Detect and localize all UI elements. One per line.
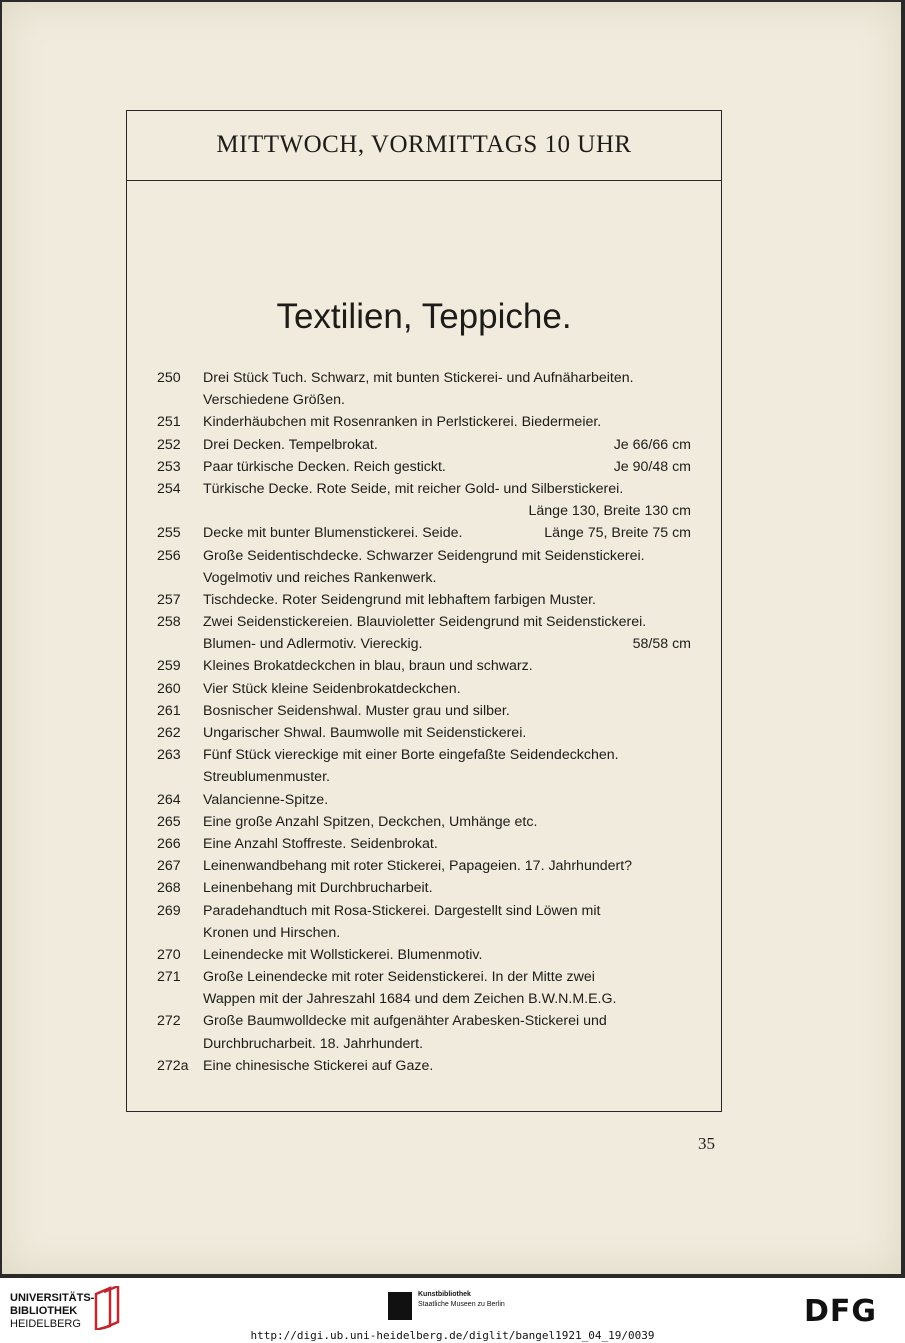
lot-number: 272 (157, 1013, 181, 1030)
lot-line (127, 1055, 721, 1077)
lot-entry (127, 678, 721, 700)
lot-line (127, 567, 721, 589)
ub-heidelberg-logo[interactable] (10, 1292, 94, 1331)
lot-line (127, 367, 721, 389)
lot-entry (127, 1055, 721, 1077)
lot-dimensions: Länge 130, Breite 130 cm (528, 503, 691, 520)
lot-description-text: Blumen- und Adlermotiv. Viereckig. (203, 636, 423, 653)
lot-description-text: Wappen mit der Jahreszahl 1684 und dem Zeichen B.W.N.M.E.G. (203, 991, 617, 1008)
lot-line (127, 855, 721, 877)
lot-description-text: Leinenbehang mit Durchbrucharbeit. (203, 880, 433, 897)
lot-dimensions: Je 66/66 cm (613, 436, 691, 453)
lot-entry (127, 522, 721, 544)
lot-line (127, 744, 721, 766)
lot-line (127, 700, 721, 722)
lot-description (203, 456, 691, 478)
viewer-footer (0, 1278, 905, 1343)
lot-entry (127, 789, 721, 811)
lot-number: 261 (157, 702, 181, 719)
lot-entry (127, 700, 721, 722)
lot-description-text: Leinenwandbehang mit roter Stickerei, Papageien. 17. Jahrhundert? (203, 858, 633, 875)
dfg-logo[interactable]: DFG (804, 1294, 878, 1329)
lot-description (203, 434, 691, 456)
lot-description-text: Eine große Anzahl Spitzen, Deckchen, Umhänge etc. (203, 813, 538, 830)
lot-number: 267 (157, 858, 181, 875)
session-title: MITTWOCH, VORMITTAGS 10 UHR (216, 131, 632, 158)
page-number: 35 (698, 1134, 715, 1153)
lot-line (127, 966, 721, 988)
lot-entry (127, 811, 721, 833)
lot-entry (127, 545, 721, 589)
lot-description (203, 988, 691, 1010)
lot-dimensions: 58/58 cm (632, 636, 691, 653)
lot-description-text: Leinendecke mit Wollstickerei. Blumenmotiv. (203, 946, 483, 963)
lot-line (127, 1010, 721, 1032)
lot-entry (127, 589, 721, 611)
lot-description (203, 1010, 691, 1032)
lot-description (203, 611, 691, 633)
lot-description (203, 700, 691, 722)
lot-entry (127, 456, 721, 478)
lot-description (203, 411, 691, 433)
lot-description (203, 633, 691, 655)
lot-number: 269 (157, 902, 181, 919)
lot-line (127, 478, 721, 500)
lot-description (203, 900, 691, 922)
ub-emblem-icon (92, 1286, 122, 1330)
lot-line (127, 722, 721, 744)
lot-line (127, 545, 721, 567)
lot-description (203, 855, 691, 877)
lot-description (203, 811, 691, 833)
lot-line (127, 1033, 721, 1055)
lot-description (203, 655, 691, 677)
lot-description-text: Paar türkische Decken. Reich gestickt. (203, 458, 446, 475)
lot-description-text: Kinderhäubchen mit Rosenranken in Perlstickerei. Biedermeier. (203, 414, 602, 431)
lot-description-text: Vier Stück kleine Seidenbrokatdeckchen. (203, 680, 461, 697)
lot-dimensions: Länge 75, Breite 75 cm (544, 525, 691, 542)
kb-line: Kunstbibliothek (418, 1291, 471, 1298)
lot-entry (127, 877, 721, 899)
lot-description-text: Eine Anzahl Stoffreste. Seidenbrokat. (203, 835, 438, 852)
kunstbibliothek-label (418, 1290, 505, 1310)
lot-description (203, 1033, 691, 1055)
lot-entry (127, 944, 721, 966)
lot-description (203, 922, 691, 944)
lot-number: 266 (157, 835, 181, 852)
kb-line: Staatliche Museen zu Berlin (418, 1301, 505, 1308)
lot-number: 251 (157, 414, 181, 431)
lot-number: 253 (157, 458, 181, 475)
lot-description-text: Türkische Decke. Rote Seide, mit reicher Gold- und Silberstickerei. (203, 480, 624, 497)
lot-description (203, 478, 691, 500)
lot-number: 256 (157, 547, 181, 564)
lot-description-text: Verschiedene Größen. (203, 392, 345, 409)
lot-line (127, 411, 721, 433)
lot-description (203, 545, 691, 567)
lot-line (127, 589, 721, 611)
session-header (127, 111, 721, 181)
ub-logo-line: BIBLIOTHEK (10, 1305, 78, 1317)
lot-description-text: Decke mit bunter Blumenstickerei. Seide. (203, 525, 463, 542)
catalog-frame (126, 110, 722, 1112)
lot-line (127, 500, 721, 522)
lot-entry (127, 722, 721, 744)
lot-number: 250 (157, 370, 181, 386)
lot-description (203, 766, 691, 788)
lot-entry (127, 833, 721, 855)
lot-dimensions: Je 90/48 cm (613, 458, 691, 475)
lot-description (203, 722, 691, 744)
lot-line (127, 833, 721, 855)
lot-description-text: Durchbrucharbeit. 18. Jahrhundert. (203, 1035, 424, 1052)
ub-logo-line: UNIVERSITÄTS- (10, 1292, 95, 1304)
lot-line (127, 434, 721, 456)
lot-description-text: Fünf Stück viereckige mit einer Borte eingefaßte Seidendeckchen. (203, 747, 619, 764)
lot-line (127, 611, 721, 633)
lot-description-text: Kleines Brokatdeckchen in blau, braun und schwarz. (203, 658, 533, 675)
lot-line (127, 389, 721, 411)
lot-description-text: Drei Stück Tuch. Schwarz, mit bunten Stickerei- und Aufnäharbeiten. (203, 370, 634, 386)
lot-description (203, 389, 691, 411)
lot-description-text: Kronen und Hirschen. (203, 924, 341, 941)
lot-number: 272a (157, 1057, 189, 1074)
lot-entry (127, 478, 721, 522)
lot-description (203, 833, 691, 855)
lot-description-text: Große Seidentischdecke. Schwarzer Seidengrund mit Seidenstickerei. (203, 547, 645, 564)
lot-line (127, 633, 721, 655)
lot-number: 270 (157, 946, 181, 963)
kunstbibliothek-logo-icon[interactable] (388, 1292, 412, 1320)
lot-description-text: Paradehandtuch mit Rosa-Stickerei. Dargestellt sind Löwen mit (203, 902, 601, 919)
lot-description-text: Eine chinesische Stickerei auf Gaze. (203, 1057, 434, 1074)
lot-entry (127, 966, 721, 1010)
lot-description-text: Ungarischer Shwal. Baumwolle mit Seidenstickerei. (203, 725, 527, 741)
lot-entry (127, 434, 721, 456)
lot-number: 271 (157, 969, 181, 986)
lot-description-text: Drei Decken. Tempelbrokat. (203, 436, 378, 453)
lot-line (127, 877, 721, 899)
lot-line (127, 811, 721, 833)
lot-line (127, 655, 721, 677)
lot-line (127, 988, 721, 1010)
section-title: Textilien, Teppiche. (276, 297, 572, 336)
lot-number: 254 (157, 480, 181, 497)
lot-entry (127, 411, 721, 433)
lot-entry (127, 655, 721, 677)
lot-description (203, 678, 691, 700)
lot-description-text: Große Baumwolldecke mit aufgenähter Arabesken-Stickerei und (203, 1013, 607, 1030)
lot-description (203, 789, 691, 811)
lot-number: 263 (157, 747, 181, 764)
lot-description-text: Bosnischer Seidenshwal. Muster grau und silber. (203, 702, 510, 719)
lot-number: 252 (157, 436, 181, 453)
lot-entry (127, 900, 721, 944)
lot-number: 264 (157, 791, 181, 808)
lot-line (127, 678, 721, 700)
lot-line (127, 789, 721, 811)
lot-description (203, 522, 691, 544)
lot-number: 255 (157, 525, 181, 542)
lot-description (203, 367, 691, 389)
lot-entry (127, 744, 721, 788)
lot-description-text: Vogelmotiv und reiches Rankenwerk. (203, 569, 437, 586)
lot-entry (127, 1010, 721, 1054)
lot-number: 259 (157, 658, 181, 675)
lot-list (127, 367, 721, 1077)
lot-description-text: Valancienne-Spitze. (203, 791, 329, 808)
lot-entry (127, 367, 721, 411)
lot-line (127, 944, 721, 966)
lot-description (203, 744, 691, 766)
lot-entry (127, 855, 721, 877)
lot-number: 257 (157, 591, 181, 608)
lot-description (203, 589, 691, 611)
lot-description (203, 966, 691, 988)
lot-description (203, 1055, 691, 1077)
lot-line (127, 456, 721, 478)
lot-number: 268 (157, 880, 181, 897)
lot-number: 262 (157, 725, 181, 741)
lot-description-text: Streublumenmuster. (203, 769, 330, 786)
lot-description (203, 567, 691, 589)
lot-number: 265 (157, 813, 181, 830)
lot-description-text: Tischdecke. Roter Seidengrund mit lebhaftem farbigen Muster. (203, 591, 596, 608)
lot-description-text: Große Leinendecke mit roter Seidenstickerei. In der Mitte zwei (203, 969, 595, 986)
lot-description (203, 877, 691, 899)
lot-line (127, 922, 721, 944)
document-page (2, 2, 901, 1274)
lot-line (127, 900, 721, 922)
lot-description (203, 944, 691, 966)
permalink-url[interactable]: http://digi.ub.uni-heidelberg.de/diglit/bangel1921_04_19/0039 (250, 1329, 655, 1342)
lot-line (127, 522, 721, 544)
lot-entry (127, 611, 721, 655)
lot-number: 260 (157, 680, 181, 697)
lot-description-text: Zwei Seidenstickereien. Blauvioletter Seidengrund mit Seidenstickerei. (203, 614, 647, 631)
ub-logo-line: HEIDELBERG (10, 1318, 81, 1330)
lot-number: 258 (157, 614, 181, 631)
lot-line (127, 766, 721, 788)
